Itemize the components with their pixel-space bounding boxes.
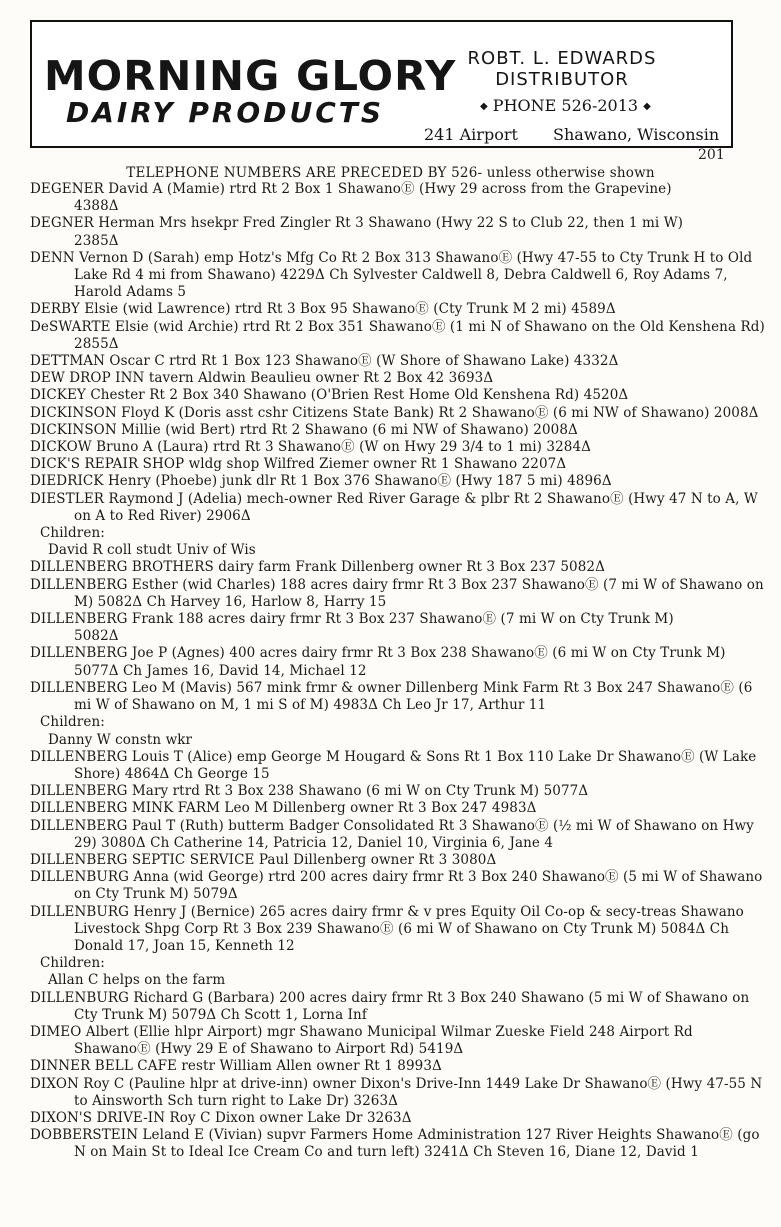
listing-text: DILLENBERG Frank 188 acres dairy frmr Rt 3 Box 237 ShawanoⒺ (7 mi W on Cty Trunk M) xyxy=(30,611,674,628)
child-entry: Allan C helps on the farm xyxy=(48,972,226,989)
listing-text: DILLENBERG MINK FARM Leo M Dillenberg owner Rt 3 Box 247 4983Δ xyxy=(30,800,537,817)
listing-entry xyxy=(30,852,770,869)
listing-entry xyxy=(30,319,770,353)
listing-text: DILLENBERG Louis T (Alice) emp George M Hougard & Sons Rt 1 Box 110 Lake Dr ShawanoⒺ (W Lake Shore) 4864Δ Ch George 15 xyxy=(30,748,757,782)
listing-entry xyxy=(30,301,770,318)
listing-entry xyxy=(30,353,770,370)
listing-text: DIEDRICK Henry (Phoebe) junk dlr Rt 1 Box 376 ShawanoⒺ (Hwy 187 5 mi) 4896Δ xyxy=(30,473,612,490)
listing-entry xyxy=(30,181,770,215)
listing-entry xyxy=(30,491,770,525)
listing-text: DILLENBERG Esther (wid Charles) 188 acres dairy frmr Rt 3 Box 237 ShawanoⒺ (7 mi W of Shawano on M) 5082Δ Ch Harvey 16, Harlow 8, Harry 15 xyxy=(30,576,764,610)
listing-text: DILLENBURG Richard G (Barbara) 200 acres dairy frmr Rt 3 Box 240 Shawano (5 mi W of Shawano on Cty Trunk M) 5079Δ Ch Scott 1, Lorna Inf xyxy=(30,989,750,1023)
listing-text: DICKINSON Millie (wid Bert) rtrd Rt 2 Shawano (6 mi NW of Shawano) 2008Δ xyxy=(30,421,578,438)
listing-text: DILLENBURG Anna (wid George) rtrd 200 acres dairy frmr Rt 3 Box 240 ShawanoⒺ (5 mi W of Shawano on Cty Trunk M) 5079Δ xyxy=(30,869,763,903)
listing-text: DIXON Roy C (Pauline hlpr at drive-inn) owner Dixon's Drive-Inn 1449 Lake Dr ShawanoⒺ (Hwy 47-55 N to Ainsworth Sch turn right to Lake Dr) 3263Δ xyxy=(30,1075,763,1109)
diamond-bullet-icon: ◆ xyxy=(643,101,651,112)
directory-listings xyxy=(30,181,770,1162)
listing-entry xyxy=(30,456,770,473)
listing-text: DIESTLER Raymond J (Adelia) mech-owner Red River Garage & plbr Rt 2 ShawanoⒺ (Hwy 47 N to A, W on A to Red River) 2906Δ xyxy=(30,490,758,524)
child-entry: Danny W constn wkr xyxy=(48,731,193,748)
listing-entry xyxy=(30,473,770,490)
listing-entry xyxy=(30,783,770,800)
listing-text: DICK'S REPAIR SHOP wldg shop Wilfred Ziemer owner Rt 1 Shawano 2207Δ xyxy=(30,456,567,473)
listing-entry xyxy=(30,559,770,576)
listing-text: DILLENBERG Joe P (Agnes) 400 acres dairy frmr Rt 3 Box 238 ShawanoⒺ (6 mi W on Cty Trunk M) 5077Δ Ch James 16, David 14, Michael 12 xyxy=(30,645,726,679)
listing-text: DILLENBERG Mary rtrd Rt 3 Box 238 Shawano (6 mi W on Cty Trunk M) 5077Δ xyxy=(30,783,589,800)
listing-text: DILLENBURG Henry J (Bernice) 265 acres dairy frmr & v pres Equity Oil Co-op & secy-treas Shawano Livestock Shpg Corp Rt 3 Box 239 ShawanoⒺ (6 mi W of Shawano on Cty Trunk M) 5084Δ Ch Donald 17, Joan 15, Kenneth 12 xyxy=(30,903,744,954)
listing-phone: 2385Δ xyxy=(74,232,119,249)
listing-entry xyxy=(30,422,770,439)
listing-entry xyxy=(30,800,770,817)
listing-text: DEGENER David A (Mamie) rtrd Rt 2 Box 1 ShawanoⒺ (Hwy 29 across from the Grapevine) xyxy=(30,181,672,197)
children-heading: Children: xyxy=(40,714,105,731)
listing-entry xyxy=(30,405,770,422)
listing-entry xyxy=(30,1076,770,1110)
listing-entry xyxy=(30,818,770,852)
listing-text: DENN Vernon D (Sarah) emp Hotz's Mfg Co Rt 2 Box 313 ShawanoⒺ (Hwy 47-55 to Cty Trunk H to Old Lake Rd 4 mi from Shawano) 4229Δ Ch Sylvester Caldwell 8, Debra Caldwell 6, Roy Adams 7, Harold Adams 5 xyxy=(30,249,753,301)
telephone-notice: TELEPHONE NUMBERS ARE PRECEDED BY 526- unless otherwise shown xyxy=(126,165,655,181)
children-heading: Children: xyxy=(40,525,105,542)
listing-entry xyxy=(30,215,770,249)
listing-phone: 4388Δ xyxy=(74,198,119,215)
listing-text: DEW DROP INN tavern Aldwin Beaulieu owner Rt 2 Box 42 3693Δ xyxy=(30,370,494,387)
listing-entry xyxy=(30,611,770,645)
listing-text: DICKEY Chester Rt 2 Box 340 Shawano (O'Brien Rest Home Old Kenshena Rd) 4520Δ xyxy=(30,387,629,404)
listing-text: DILLENBERG Paul T (Ruth) butterm Badger Consolidated Rt 3 ShawanoⒺ (½ mi W of Shawano on Hwy 29) 3080Δ Ch Catherine 14, Patricia 12, Daniel 10, Virginia 6, Jane 4 xyxy=(30,817,754,851)
listing-entry xyxy=(30,1127,770,1161)
child-entry: David R coll studt Univ of Wis xyxy=(48,542,256,559)
listing-text: DICKINSON Floyd K (Doris asst cshr Citizens State Bank) Rt 2 ShawanoⒺ (6 mi NW of Shawano) 2008Δ xyxy=(30,404,759,421)
ad-distributor-title: DISTRIBUTOR xyxy=(495,69,629,90)
advertisement-box xyxy=(30,20,733,148)
ad-city: Shawano, Wisconsin xyxy=(553,125,720,144)
ad-phone-number: PHONE 526-2013 xyxy=(492,96,639,115)
listing-entry xyxy=(30,439,770,456)
listing-entry xyxy=(30,577,770,611)
listing-entry xyxy=(30,1024,770,1058)
listing-text: DILLENBERG BROTHERS dairy farm Frank Dillenberg owner Rt 3 Box 237 5082Δ xyxy=(30,559,605,576)
listing-text: DeSWARTE Elsie (wid Archie) rtrd Rt 2 Box 351 ShawanoⒺ (1 mi N of Shawano on the Old Kenshena Rd) 2855Δ xyxy=(30,318,765,352)
listing-entry xyxy=(30,904,770,956)
listing-entry xyxy=(30,250,770,302)
listing-text: DOBBERSTEIN Leland E (Vivian) supvr Farmers Home Administration 127 River Heights ShawanoⒺ (go N on Main St to Ideal Ice Cream Co and turn left) 3241Δ Ch Steven 16, Diane 12, David 1 xyxy=(30,1127,760,1161)
listing-phone: 5082Δ xyxy=(74,628,119,645)
listing-entry xyxy=(30,387,770,404)
listing-text: DERBY Elsie (wid Lawrence) rtrd Rt 3 Box 95 ShawanoⒺ (Cty Trunk M 2 mi) 4589Δ xyxy=(30,301,616,318)
listing-entry xyxy=(30,869,770,903)
listing-text: DINNER BELL CAFE restr William Allen owner Rt 1 8993Δ xyxy=(30,1058,442,1075)
page-number: 201 xyxy=(698,147,725,163)
listing-entry xyxy=(30,749,770,783)
ad-brand: MORNING GLORY xyxy=(44,52,457,100)
listing-text: DIXON'S DRIVE-IN Roy C Dixon owner Lake Dr 3263Δ xyxy=(30,1109,412,1126)
ad-address: 241 Airport xyxy=(424,125,518,144)
ad-distributor-name: ROBT. L. EDWARDS xyxy=(467,48,657,69)
listing-entry xyxy=(30,645,770,679)
listing-entry xyxy=(30,370,770,387)
listing-entry xyxy=(30,990,770,1024)
diamond-bullet-icon: ◆ xyxy=(480,101,488,112)
listing-text: DILLENBERG SEPTIC SERVICE Paul Dillenberg owner Rt 3 3080Δ xyxy=(30,851,497,868)
listing-text: DEGNER Herman Mrs hsekpr Fred Zingler Rt 3 Shawano (Hwy 22 S to Club 22, then 1 mi W) xyxy=(30,215,684,232)
listing-entry xyxy=(30,680,770,714)
listing-text: DIMEO Albert (Ellie hlpr Airport) mgr Shawano Municipal Wilmar Zueske Field 248 Airport Rd ShawanoⒺ (Hwy 29 E of Shawano to Airport Rd) 5419Δ xyxy=(30,1023,693,1058)
ad-subtitle: DAIRY PRODUCTS xyxy=(66,96,385,129)
listing-entry xyxy=(30,1110,770,1127)
ad-phone xyxy=(480,96,651,115)
ad-distributor xyxy=(432,48,692,90)
listing-text: DILLENBERG Leo M (Mavis) 567 mink frmr & owner Dillenberg Mink Farm Rt 3 Box 247 ShawanoⒺ (6 mi W of Shawano on M, 1 mi S of M) 4983Δ Ch Leo Jr 17, Arthur 11 xyxy=(30,679,753,714)
listing-text: DICKOW Bruno A (Laura) rtrd Rt 3 ShawanoⒺ (W on Hwy 29 3/4 to 1 mi) 3284Δ xyxy=(30,439,592,456)
listing-text: DETTMAN Oscar C rtrd Rt 1 Box 123 ShawanoⒺ (W Shore of Shawano Lake) 4332Δ xyxy=(30,353,619,370)
children-heading: Children: xyxy=(40,955,105,972)
listing-entry xyxy=(30,1058,770,1075)
